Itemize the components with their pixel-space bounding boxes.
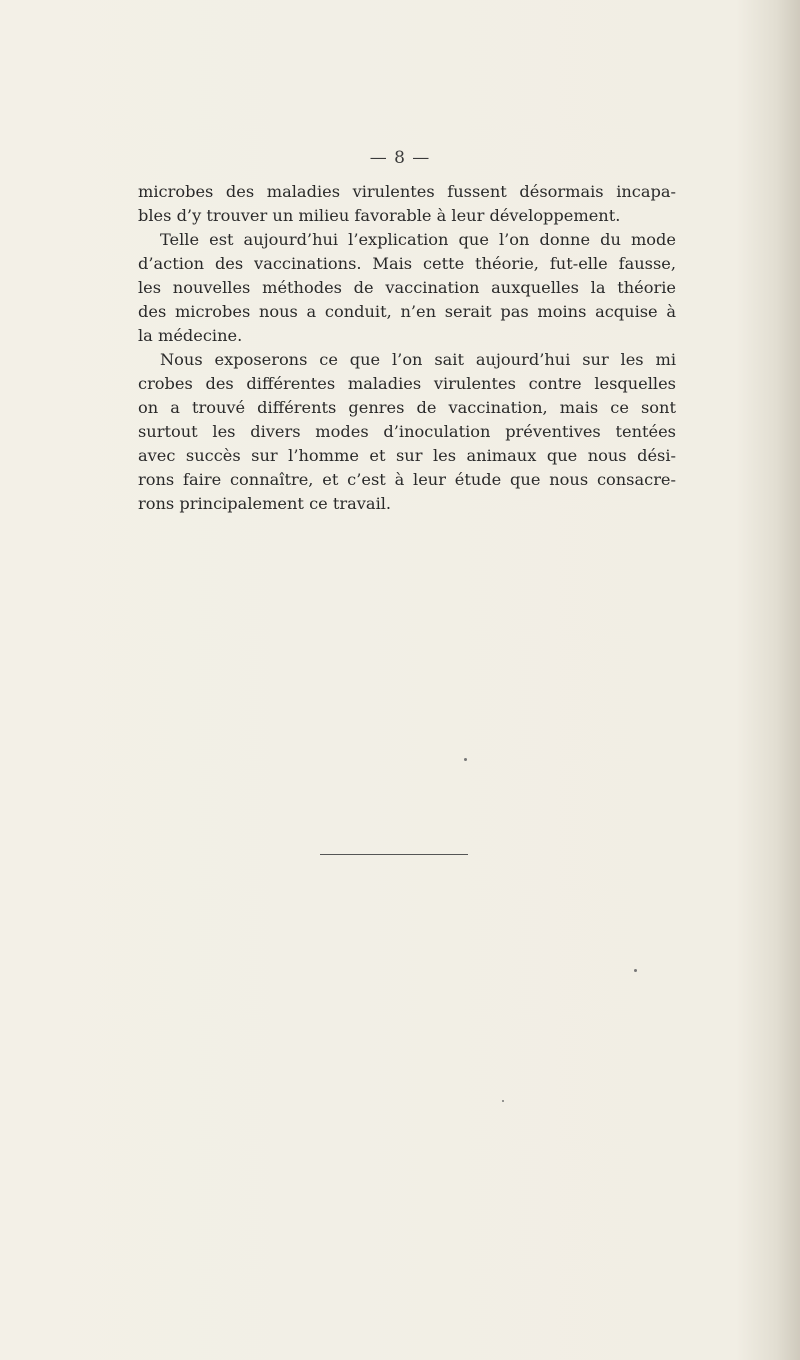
page-number: — 8 — bbox=[369, 148, 431, 168]
paragraph-3 bbox=[138, 348, 676, 516]
text-line: microbes des maladies virulentes fussent désormais incapa- bbox=[138, 182, 676, 201]
body-text bbox=[138, 180, 676, 516]
paper-speck bbox=[464, 758, 467, 761]
text-line: surtout les divers modes d’inoculation préventives tentées bbox=[138, 422, 676, 441]
paragraph-1 bbox=[138, 180, 676, 228]
text-line: rons principalement ce travail. bbox=[138, 494, 392, 513]
paragraph-2 bbox=[138, 228, 676, 348]
text-line: on a trouvé différents genres de vaccination, mais ce sont bbox=[138, 398, 676, 417]
text-line: Telle est aujourd’hui l’explication que l’on donne du mode bbox=[160, 230, 676, 249]
section-separator-rule bbox=[320, 854, 468, 855]
text-line: rons faire connaître, et c’est à leur étude que nous consacre- bbox=[138, 470, 676, 489]
text-line: la médecine. bbox=[138, 326, 243, 345]
text-line: bles d’y trouver un milieu favorable à leur développement. bbox=[138, 206, 621, 225]
text-line: les nouvelles méthodes de vaccination auxquelles la théorie bbox=[138, 278, 676, 297]
text-line: d’action des vaccinations. Mais cette théorie, fut-elle fausse, bbox=[138, 254, 676, 273]
text-line: Nous exposerons ce que l’on sait aujourd’hui sur les mi bbox=[160, 350, 676, 369]
paper-speck bbox=[502, 1100, 504, 1102]
text-line: des microbes nous a conduit, n’en serait pas moins acquise à bbox=[138, 302, 676, 321]
text-line: avec succès sur l’homme et sur les animaux que nous dési- bbox=[138, 446, 676, 465]
paper-speck bbox=[634, 969, 637, 972]
text-line: crobes des différentes maladies virulentes contre lesquelles bbox=[138, 374, 676, 393]
